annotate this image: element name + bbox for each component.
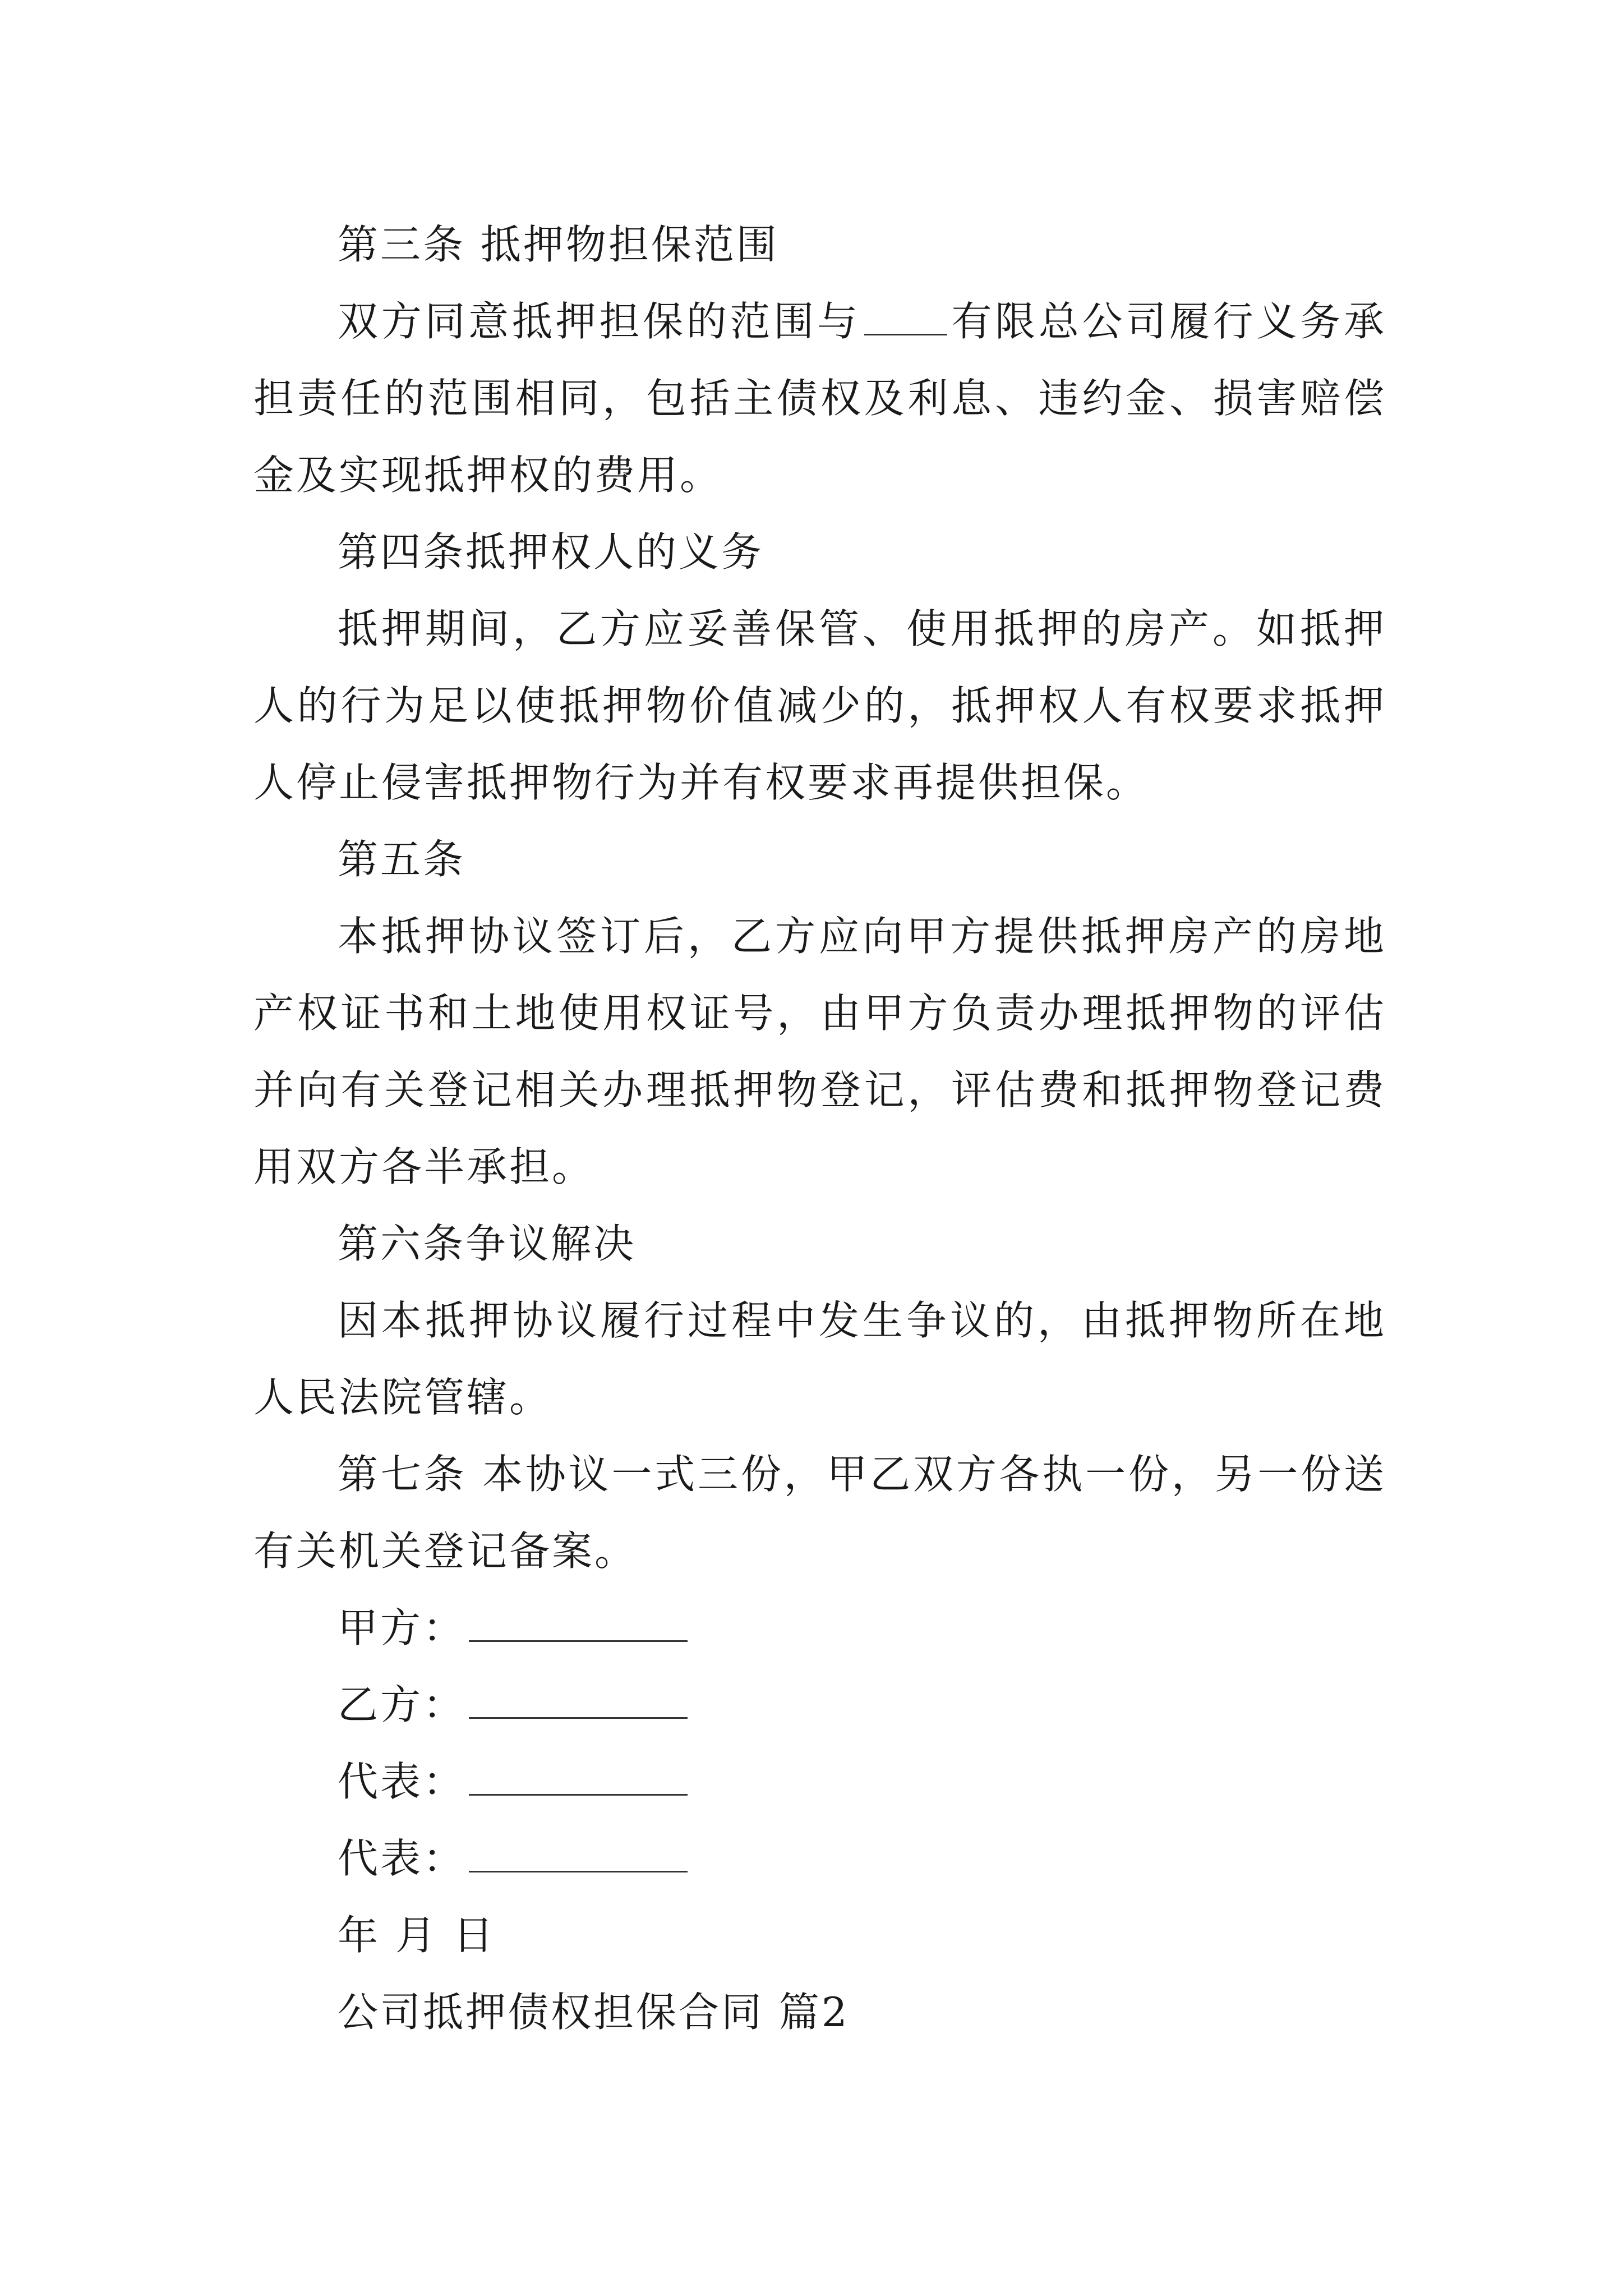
document-body <box>253 206 1386 2051</box>
article-3-title: 第三条 抵押物担保范围 <box>338 221 779 268</box>
signature-label: 甲方： <box>338 1604 466 1651</box>
article-7: 第七条 本协议一式三份，甲乙双方各执一份，另一份送有关机关登记备案。 <box>253 1451 1386 1575</box>
signature-representative-1 <box>253 1743 1386 1820</box>
article-5-body: 本抵押协议签订后，乙方应向甲方提供抵押房产的房地产权证书和土地使用权证号，由甲方负责办理抵押物的评估并向有关登记相关办理抵押物登记，评估费和抵押物登记费用双方各半承担。 <box>253 913 1386 1190</box>
signature-representative-2 <box>253 1820 1386 1897</box>
article-3-body <box>253 283 1386 514</box>
article-5-title: 第五条 <box>338 836 466 883</box>
company-name-blank <box>864 301 947 335</box>
article-6-title: 第六条争议解决 <box>338 1220 637 1267</box>
signature-blank <box>469 1761 688 1796</box>
signature-label: 乙方： <box>338 1681 466 1728</box>
next-section-title: 公司抵押债权担保合同 篇2 <box>338 1989 850 2036</box>
article-3-body-text-before: 双方同意抵押担保的范围与 <box>338 298 861 345</box>
article-4-body: 抵押期间，乙方应妥善保管、使用抵押的房产。如抵押人的行为足以使抵押物价值减少的，抵押权人有权要求抵押人停止侵害抵押物行为并有权要求再提供担保。 <box>253 605 1386 806</box>
signature-party-b <box>253 1667 1386 1743</box>
signature-party-a <box>253 1590 1386 1667</box>
date-line: 年 月 日 <box>338 1912 496 1959</box>
signature-label: 代表： <box>338 1758 466 1805</box>
signature-label: 代表： <box>338 1835 466 1882</box>
signature-blank <box>469 1838 688 1872</box>
signature-blank <box>469 1685 688 1719</box>
article-6-body: 因本抵押协议履行过程中发生争议的，由抵押物所在地人民法院管辖。 <box>253 1297 1386 1421</box>
signature-blank <box>469 1608 688 1642</box>
article-4-title: 第四条抵押权人的义务 <box>338 528 764 576</box>
article-3-body-text-after: 有限总公司履行义务承担责任的范围相同，包括主债权及利息、违约金、损害赔偿金及实现抵押权的费用。 <box>253 298 1386 499</box>
